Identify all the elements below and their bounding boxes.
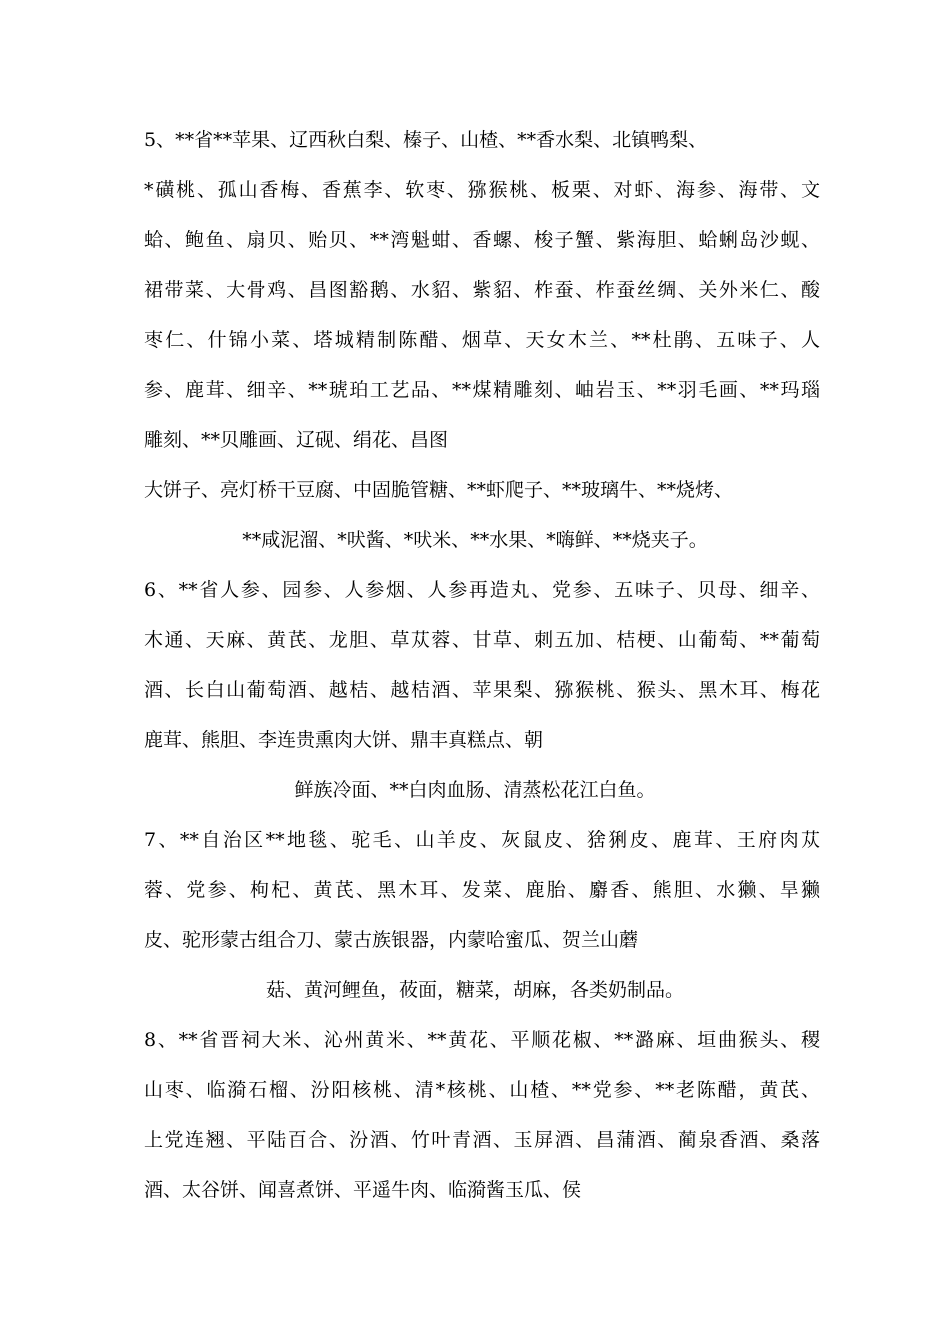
text-line: 酒、太谷饼、闻喜煮饼、平遥牛肉、临漪酱玉瓜、侯 bbox=[144, 1179, 582, 1201]
text-line: *磺桃、孤山香梅、香蕉李、软枣、猕猴桃、板栗、对虾、海参、海带、文 bbox=[144, 179, 820, 201]
text-line: 6、**省人参、园参、人参烟、人参再造丸、党参、五味子、贝母、细辛、 bbox=[144, 579, 820, 601]
text-line-centered: **咸泥溜、*吠酱、*吠米、**水果、*嗨鲜、**烧夹子。 bbox=[242, 529, 708, 551]
text-line: 蓉、党参、枸杞、黄芪、黑木耳、发菜、鹿胎、麝香、熊胆、水獭、旱獭 bbox=[144, 879, 820, 901]
text-line-centered: 鲜族冷面、**白肉血肠、清蒸松花江白鱼。 bbox=[294, 779, 656, 801]
text-line-centered: 菇、黄河鲤鱼，莜面，糖菜，胡麻，各类奶制品。 bbox=[265, 979, 684, 1001]
text-line: 上党连翘、平陆百合、汾酒、竹叶青酒、玉屏酒、昌蒲酒、蔺泉香酒、桑落 bbox=[144, 1129, 820, 1151]
text-line: 鹿茸、熊胆、李连贵熏肉大饼、鼎丰真糕点、朝 bbox=[144, 729, 544, 751]
text-line: 皮、驼形蒙古组合刀、蒙古族银器，内蒙哈蜜瓜、贺兰山蘑 bbox=[144, 929, 639, 951]
text-line: 5、**省**苹果、辽西秋白梨、榛子、山楂、**香水梨、北镇鸭梨、 bbox=[144, 129, 708, 151]
text-line: 裙带菜、大骨鸡、昌图豁鹅、水貂、紫貂、柞蚕、柞蚕丝绸、关外米仁、酸 bbox=[144, 279, 820, 301]
text-line: 山枣、临漪石榴、汾阳核桃、清*核桃、山楂、**党参、**老陈醋，黄芪、 bbox=[144, 1079, 820, 1101]
text-line: 参、鹿茸、细辛、**琥珀工艺品、**煤精雕刻、岫岩玉、**羽毛画、**玛瑙 bbox=[144, 379, 820, 401]
text-line: 酒、长白山葡萄酒、越桔、越桔酒、苹果梨、猕猴桃、猴头、黑木耳、梅花 bbox=[144, 679, 820, 701]
text-line: 木通、天麻、黄芪、龙胆、草苁蓉、甘草、刺五加、桔梗、山葡萄、**葡萄 bbox=[144, 629, 820, 651]
text-line: 雕刻、**贝雕画、辽砚、绢花、昌图 bbox=[144, 429, 449, 451]
text-line: 7、**自治区**地毯、驼毛、山羊皮、灰鼠皮、猞猁皮、鹿茸、王府肉苁 bbox=[144, 829, 820, 851]
text-line: 大饼子、亮灯桥干豆腐、中固脆管糖、**虾爬子、**玻璃牛、**烧烤、 bbox=[144, 479, 734, 501]
text-line: 8、**省晋祠大米、沁州黄米、**黄花、平顺花椒、**潞麻、垣曲猴头、稷 bbox=[144, 1029, 820, 1051]
text-line: 蛤、鲍鱼、扇贝、贻贝、**湾魁蚶、香螺、梭子蟹、紫海胆、蛤蜊岛沙蚬、 bbox=[144, 229, 820, 251]
text-line: 枣仁、什锦小菜、塔城精制陈醋、烟草、天女木兰、**杜鹃、五味子、人 bbox=[144, 329, 820, 351]
